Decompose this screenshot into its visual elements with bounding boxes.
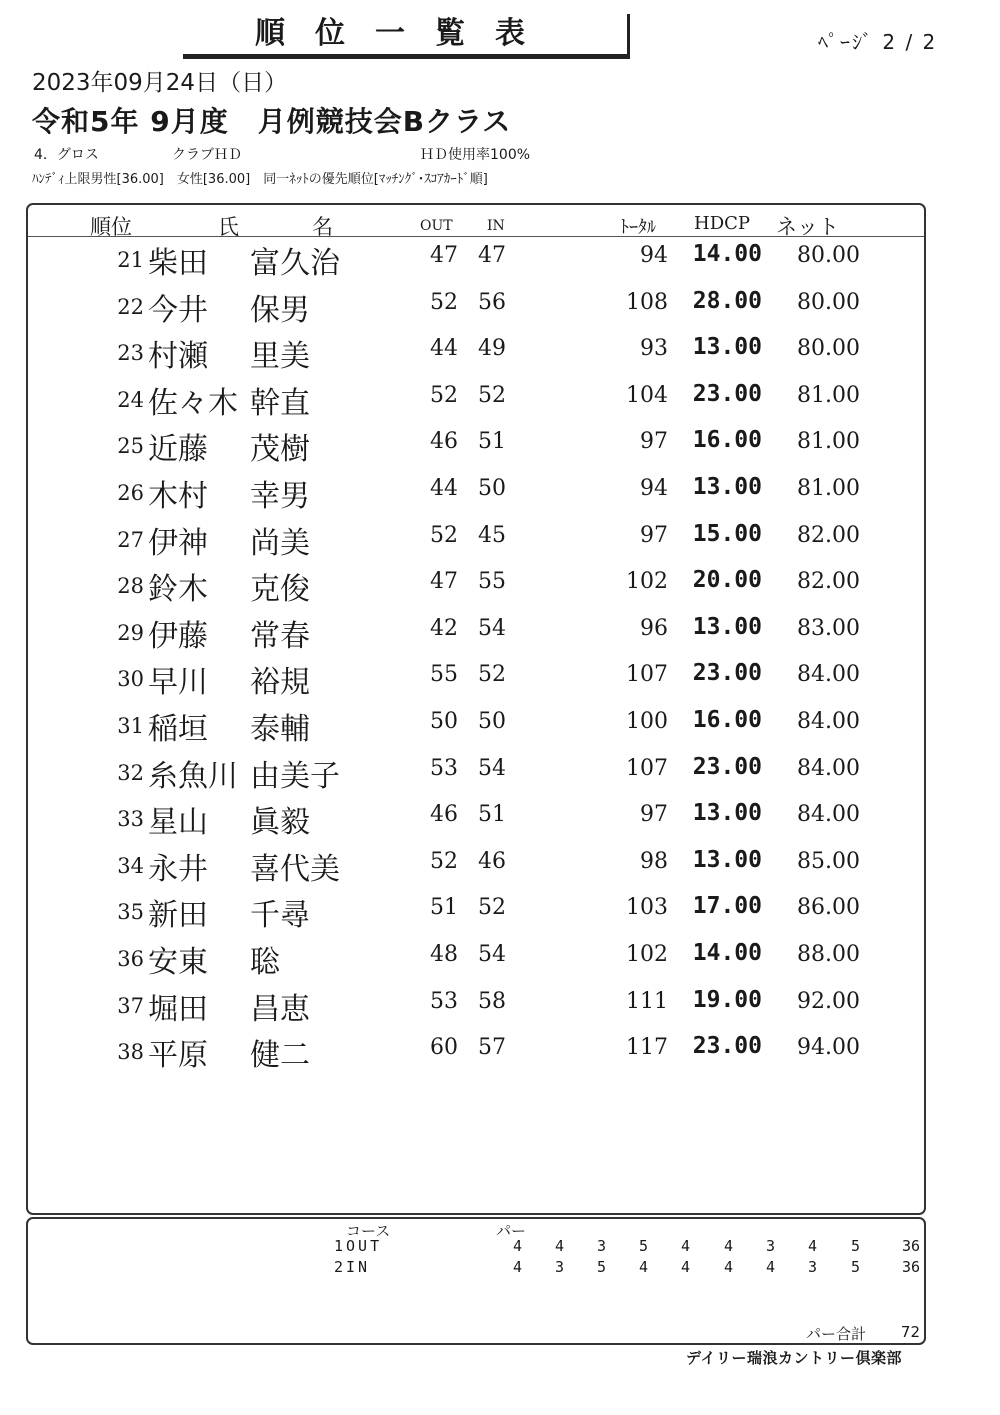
total-score-cell: 100 bbox=[626, 709, 668, 734]
net-score-cell: 81.00 bbox=[797, 382, 860, 408]
hdcp-cell: 16.00 bbox=[692, 427, 762, 454]
family-name-cell: 安東 bbox=[148, 945, 208, 980]
column-header-rank: 順位 bbox=[90, 215, 132, 239]
rank-cell: 23 bbox=[117, 341, 144, 366]
hdcp-cell: 13.00 bbox=[692, 846, 762, 873]
given-name-cell: 健二 bbox=[250, 1038, 310, 1074]
given-name-cell: 眞毅 bbox=[250, 805, 310, 841]
total-score-cell: 102 bbox=[626, 942, 668, 967]
out-score-cell: 48 bbox=[430, 942, 458, 967]
rank-cell: 36 bbox=[117, 947, 144, 971]
event-name: 令和5年 9月度 月例競技会Bクラス bbox=[32, 105, 512, 138]
total-score-cell: 94 bbox=[640, 476, 668, 501]
family-name-cell: 早川 bbox=[148, 665, 208, 701]
total-score-cell: 104 bbox=[626, 382, 668, 408]
net-score-cell: 80.00 bbox=[797, 289, 860, 315]
hdcp-cell: 16.00 bbox=[692, 707, 762, 733]
total-score-cell: 103 bbox=[626, 895, 668, 921]
nine-par-total: 36 bbox=[901, 1258, 920, 1276]
total-score-cell: 102 bbox=[626, 569, 668, 595]
net-score-cell: 86.00 bbox=[797, 895, 860, 921]
hole-par: 3 bbox=[765, 1237, 775, 1255]
total-score-cell: 98 bbox=[640, 848, 668, 874]
family-name-cell: 永井 bbox=[148, 851, 208, 887]
par-total-value: 72 bbox=[900, 1323, 920, 1341]
in-score-cell: 51 bbox=[478, 429, 506, 455]
rank-cell: 34 bbox=[117, 853, 144, 878]
out-score-cell: 47 bbox=[430, 243, 458, 268]
in-score-cell: 49 bbox=[478, 336, 506, 362]
hole-par: 4 bbox=[554, 1237, 564, 1255]
net-score-cell: 82.00 bbox=[797, 522, 860, 548]
table-row bbox=[0, 890, 1000, 934]
total-score-cell: 107 bbox=[626, 662, 668, 688]
table-row bbox=[0, 564, 1000, 608]
club-name: デイリー瑞浪カントリー倶楽部 bbox=[686, 1349, 902, 1367]
course-nine-row bbox=[0, 1237, 1000, 1257]
in-score-cell: 50 bbox=[478, 476, 506, 501]
total-score-cell: 96 bbox=[640, 615, 668, 641]
rank-cell: 29 bbox=[117, 620, 144, 645]
nine-label: 2IN bbox=[334, 1258, 371, 1276]
out-score-cell: 50 bbox=[430, 709, 458, 734]
out-score-cell: 42 bbox=[430, 615, 458, 641]
in-score-cell: 54 bbox=[478, 615, 506, 641]
total-score-cell: 97 bbox=[640, 522, 668, 548]
hdcp-cell: 13.00 bbox=[692, 800, 762, 827]
out-score-cell: 44 bbox=[430, 336, 458, 362]
rank-cell: 25 bbox=[117, 434, 144, 459]
table-row bbox=[0, 424, 1000, 468]
net-score-cell: 84.00 bbox=[797, 802, 860, 828]
in-score-cell: 45 bbox=[478, 522, 506, 548]
given-name-cell: 保男 bbox=[250, 292, 310, 328]
in-score-cell: 54 bbox=[478, 755, 506, 781]
rank-cell: 33 bbox=[117, 807, 144, 832]
in-score-cell: 52 bbox=[478, 895, 506, 921]
hdcp-cell: 19.00 bbox=[692, 986, 762, 1013]
family-name-cell: 佐々木 bbox=[148, 385, 238, 421]
table-row bbox=[0, 518, 1000, 562]
net-score-cell: 84.00 bbox=[797, 755, 860, 781]
in-score-cell: 55 bbox=[478, 569, 506, 595]
table-row bbox=[0, 285, 1000, 329]
out-score-cell: 47 bbox=[430, 569, 458, 595]
hole-par: 5 bbox=[638, 1237, 648, 1255]
hole-par: 5 bbox=[596, 1258, 606, 1276]
in-score-cell: 56 bbox=[478, 289, 506, 315]
hole-par: 4 bbox=[723, 1258, 733, 1276]
out-score-cell: 46 bbox=[430, 429, 458, 455]
given-name-cell: 幸男 bbox=[250, 479, 310, 514]
column-header-name-family: 氏 bbox=[218, 215, 239, 239]
hdcp-cell: 28.00 bbox=[692, 287, 762, 314]
handicap-rate: ＨＤ使用率100% bbox=[420, 147, 531, 163]
out-score-cell: 60 bbox=[430, 1035, 458, 1061]
table-row bbox=[0, 331, 1000, 375]
net-score-cell: 88.00 bbox=[797, 942, 860, 967]
hdcp-cell: 13.00 bbox=[692, 613, 762, 640]
hdcp-cell: 14.00 bbox=[692, 940, 762, 966]
rank-cell: 30 bbox=[117, 667, 144, 692]
given-name-cell: 千尋 bbox=[250, 898, 310, 934]
column-header-hdcp: HDCP bbox=[694, 213, 751, 234]
hole-par: 5 bbox=[850, 1258, 860, 1276]
hdcp-cell: 23.00 bbox=[692, 380, 762, 407]
given-name-cell: 聡 bbox=[250, 945, 280, 980]
table-row bbox=[0, 751, 1000, 795]
family-name-cell: 星山 bbox=[148, 805, 208, 841]
family-name-cell: 伊神 bbox=[148, 525, 208, 561]
net-score-cell: 81.00 bbox=[797, 429, 860, 455]
hole-par: 5 bbox=[850, 1237, 860, 1255]
hdcp-cell: 13.00 bbox=[692, 474, 762, 500]
hole-par: 4 bbox=[680, 1237, 690, 1255]
table-row bbox=[0, 844, 1000, 888]
rank-cell: 21 bbox=[117, 248, 144, 272]
table-row bbox=[0, 797, 1000, 841]
net-score-cell: 81.00 bbox=[797, 476, 860, 501]
document-title: 順位一覧表 bbox=[183, 14, 630, 59]
given-name-cell: 喜代美 bbox=[250, 851, 340, 887]
family-name-cell: 今井 bbox=[148, 292, 208, 328]
hdcp-cell: 13.00 bbox=[692, 334, 762, 361]
rank-method: 4．グロス bbox=[34, 147, 99, 163]
hdcp-cell: 23.00 bbox=[692, 1033, 762, 1060]
given-name-cell: 泰輔 bbox=[250, 712, 310, 747]
hole-par: 4 bbox=[512, 1237, 522, 1255]
hole-par: 4 bbox=[723, 1237, 733, 1255]
rank-cell: 35 bbox=[117, 900, 144, 925]
in-score-cell: 52 bbox=[478, 382, 506, 408]
out-score-cell: 55 bbox=[430, 662, 458, 688]
hole-par: 3 bbox=[554, 1258, 564, 1276]
family-name-cell: 稲垣 bbox=[148, 712, 208, 747]
given-name-cell: 幹直 bbox=[250, 385, 310, 421]
hdcp-cell: 23.00 bbox=[692, 660, 762, 687]
out-score-cell: 44 bbox=[430, 476, 458, 501]
hole-par: 3 bbox=[596, 1237, 606, 1255]
course-nine-row bbox=[0, 1258, 1000, 1278]
net-score-cell: 80.00 bbox=[797, 243, 860, 268]
net-score-cell: 85.00 bbox=[797, 848, 860, 874]
out-score-cell: 52 bbox=[430, 382, 458, 408]
table-row bbox=[0, 471, 1000, 515]
given-name-cell: 茂樹 bbox=[250, 432, 310, 468]
out-score-cell: 53 bbox=[430, 755, 458, 781]
nine-label: 1OUT bbox=[334, 1237, 383, 1255]
family-name-cell: 堀田 bbox=[148, 991, 208, 1027]
page-indicator: ﾍﾟｰｼﾞ 2 / 2 bbox=[818, 30, 938, 54]
in-score-cell: 58 bbox=[478, 988, 506, 1014]
hdcp-cell: 14.00 bbox=[692, 241, 762, 267]
table-row bbox=[0, 378, 1000, 422]
rank-cell: 22 bbox=[117, 294, 144, 319]
hole-par: 4 bbox=[807, 1237, 817, 1255]
family-name-cell: 新田 bbox=[148, 898, 208, 934]
rank-cell: 28 bbox=[117, 574, 144, 599]
family-name-cell: 村瀬 bbox=[148, 339, 208, 375]
given-name-cell: 裕規 bbox=[250, 665, 310, 701]
hdcp-cell: 15.00 bbox=[692, 520, 762, 547]
rank-cell: 38 bbox=[117, 1040, 144, 1065]
out-score-cell: 52 bbox=[430, 289, 458, 315]
given-name-cell: 里美 bbox=[250, 339, 310, 375]
table-row bbox=[0, 984, 1000, 1028]
given-name-cell: 克俊 bbox=[250, 572, 310, 608]
family-name-cell: 近藤 bbox=[148, 432, 208, 468]
in-score-cell: 51 bbox=[478, 802, 506, 828]
par-total-label: パー合計 bbox=[806, 1325, 867, 1343]
given-name-cell: 常春 bbox=[250, 618, 310, 654]
family-name-cell: 伊藤 bbox=[148, 618, 208, 654]
rank-cell: 37 bbox=[117, 993, 144, 1018]
out-score-cell: 51 bbox=[430, 895, 458, 921]
hdcp-cell: 23.00 bbox=[692, 753, 762, 780]
hole-par: 4 bbox=[680, 1258, 690, 1276]
hole-par: 3 bbox=[807, 1258, 817, 1276]
rank-cell: 26 bbox=[117, 481, 144, 505]
net-score-cell: 83.00 bbox=[797, 615, 860, 641]
net-score-cell: 84.00 bbox=[797, 662, 860, 688]
rank-cell: 31 bbox=[117, 714, 144, 738]
family-name-cell: 柴田 bbox=[148, 246, 208, 281]
given-name-cell: 由美子 bbox=[250, 758, 340, 794]
in-score-cell: 54 bbox=[478, 942, 506, 967]
hole-par: 4 bbox=[512, 1258, 522, 1276]
family-name-cell: 鈴木 bbox=[148, 572, 208, 608]
handicap-limits: ﾊﾝﾃﾞｨ上限男性[36.00] 女性[36.00] 同一ﾈｯﾄの優先順位[ﾏｯﾁﾝｸﾞ･ｽｺｱｶｰﾄﾞ順] bbox=[32, 172, 488, 187]
total-score-cell: 107 bbox=[626, 755, 668, 781]
net-score-cell: 82.00 bbox=[797, 569, 860, 595]
par-label: パー bbox=[496, 1222, 527, 1240]
hole-par: 4 bbox=[638, 1258, 648, 1276]
net-score-cell: 92.00 bbox=[797, 988, 860, 1014]
net-score-cell: 84.00 bbox=[797, 709, 860, 734]
table-row bbox=[0, 238, 1000, 282]
in-score-cell: 46 bbox=[478, 848, 506, 874]
total-score-cell: 108 bbox=[626, 289, 668, 315]
in-score-cell: 47 bbox=[478, 243, 506, 268]
table-row bbox=[0, 704, 1000, 748]
column-header-name-given: 名 bbox=[312, 215, 333, 239]
given-name-cell: 尚美 bbox=[250, 525, 310, 561]
column-header-out: OUT bbox=[420, 218, 453, 234]
total-score-cell: 117 bbox=[626, 1035, 668, 1061]
table-row bbox=[0, 1030, 1000, 1074]
hdcp-cell: 20.00 bbox=[692, 567, 762, 594]
table-row bbox=[0, 937, 1000, 981]
out-score-cell: 52 bbox=[430, 848, 458, 874]
rank-cell: 32 bbox=[117, 760, 144, 785]
event-date: 2023年09月24日（日） bbox=[32, 70, 288, 96]
in-score-cell: 57 bbox=[478, 1035, 506, 1061]
total-score-cell: 111 bbox=[626, 988, 668, 1014]
family-name-cell: 糸魚川 bbox=[148, 758, 238, 794]
rank-cell: 27 bbox=[117, 527, 144, 552]
total-score-cell: 97 bbox=[640, 802, 668, 828]
table-row bbox=[0, 611, 1000, 655]
handicap-type: クラブＨＤ bbox=[172, 147, 242, 163]
hdcp-cell: 17.00 bbox=[692, 893, 762, 920]
total-score-cell: 97 bbox=[640, 429, 668, 455]
family-name-cell: 木村 bbox=[148, 479, 208, 514]
in-score-cell: 52 bbox=[478, 662, 506, 688]
out-score-cell: 53 bbox=[430, 988, 458, 1014]
net-score-cell: 94.00 bbox=[797, 1035, 860, 1061]
nine-par-total: 36 bbox=[901, 1237, 920, 1255]
total-score-cell: 93 bbox=[640, 336, 668, 362]
rank-cell: 24 bbox=[117, 387, 144, 412]
out-score-cell: 52 bbox=[430, 522, 458, 548]
hole-par: 4 bbox=[765, 1258, 775, 1276]
in-score-cell: 50 bbox=[478, 709, 506, 734]
family-name-cell: 平原 bbox=[148, 1038, 208, 1074]
out-score-cell: 46 bbox=[430, 802, 458, 828]
table-row bbox=[0, 657, 1000, 701]
course-label: コース bbox=[346, 1222, 391, 1240]
total-score-cell: 94 bbox=[640, 243, 668, 268]
given-name-cell: 富久治 bbox=[250, 246, 340, 281]
column-header-total: ﾄｰﾀﾙ bbox=[620, 217, 656, 238]
column-header-net: ネット bbox=[776, 215, 839, 239]
given-name-cell: 昌恵 bbox=[250, 991, 310, 1027]
net-score-cell: 80.00 bbox=[797, 336, 860, 362]
column-header-in: IN bbox=[487, 218, 505, 234]
